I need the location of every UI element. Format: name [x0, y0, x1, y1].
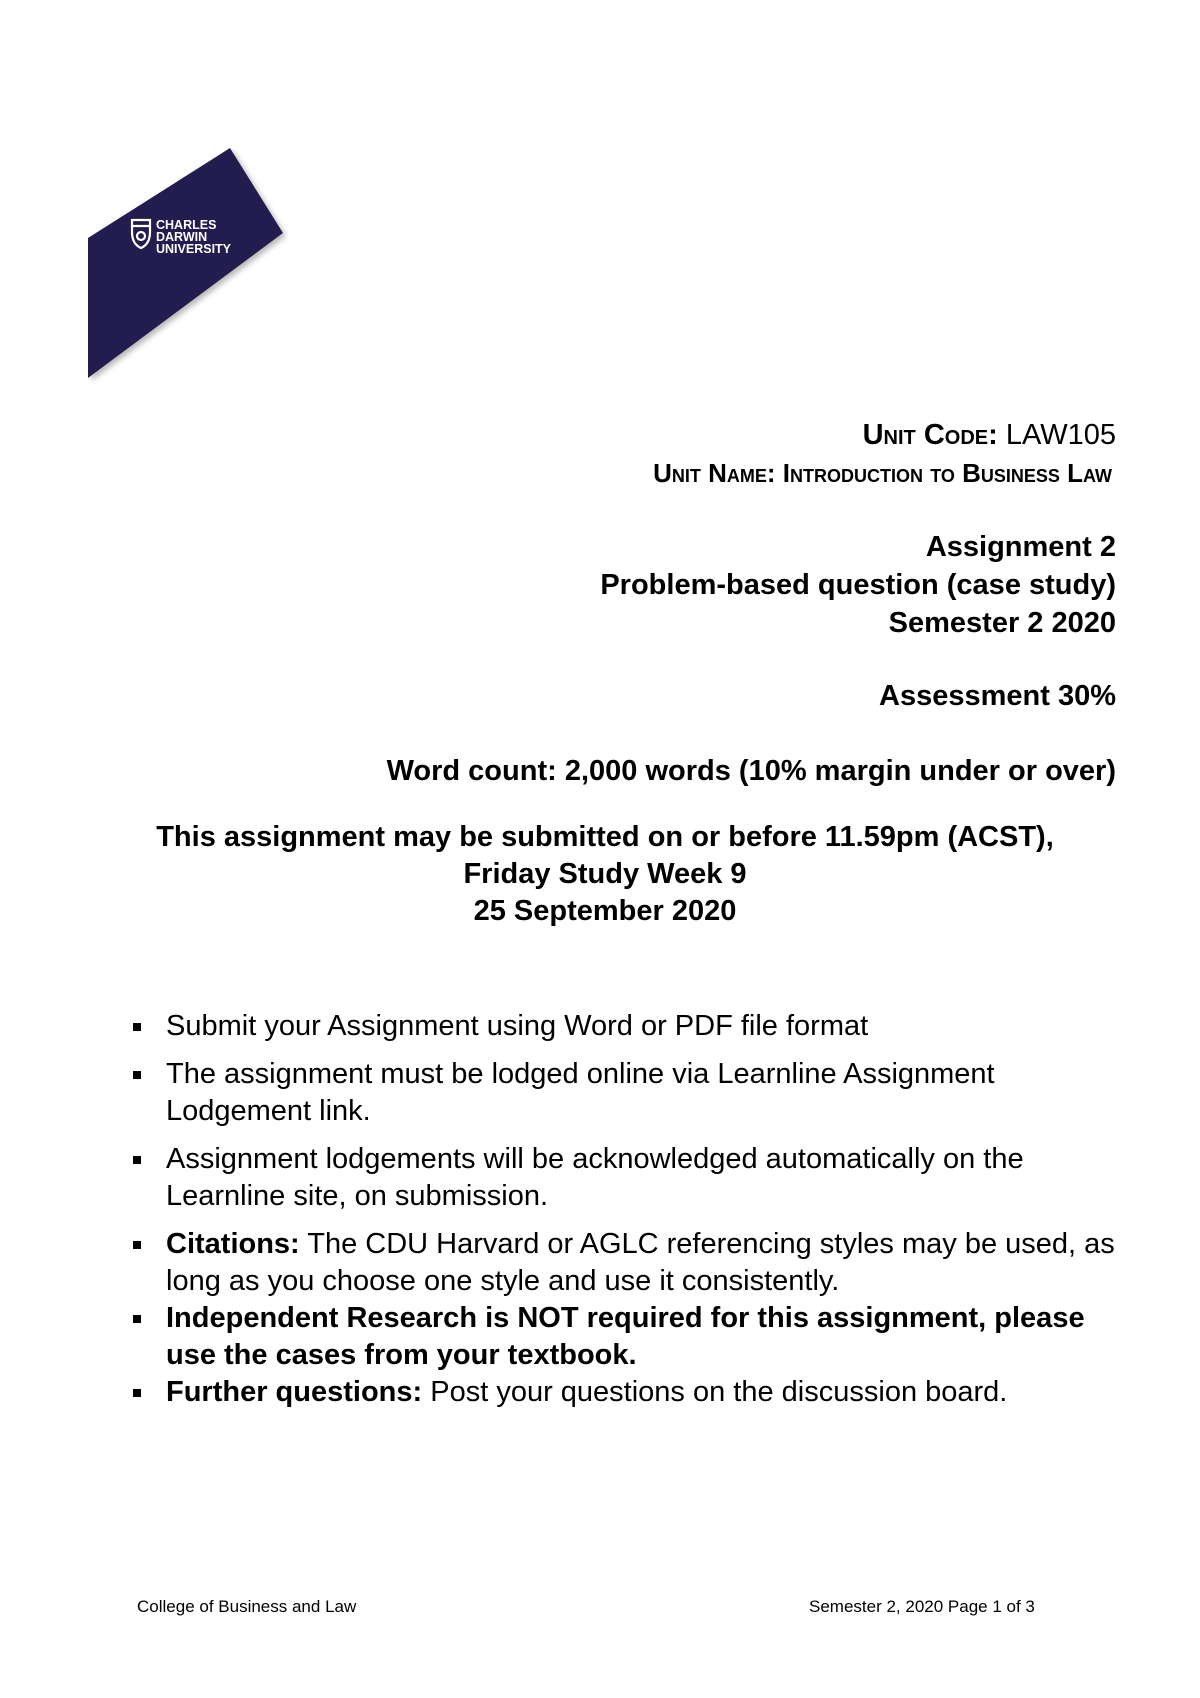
unit-name-line — [216, 454, 1116, 492]
footer-page-info: Semester 2, 2020 Page 1 of 3 — [809, 1597, 1035, 1616]
bullet-square-icon — [133, 1156, 141, 1164]
due-line-3: 25 September 2020 — [473, 895, 737, 927]
bullet-square-icon — [133, 1071, 141, 1079]
list-item — [130, 1141, 1120, 1215]
unit-header — [216, 416, 1116, 492]
unit-code-line — [216, 416, 1116, 454]
list-item-text: Independent Research is NOT required for this assignment, please use the cases from your textbook. — [166, 1302, 1085, 1371]
list-item-lead: Further questions: — [166, 1376, 423, 1408]
bullet-square-icon — [133, 1023, 141, 1031]
bullet-square-icon — [133, 1389, 141, 1397]
assignment-title: Assignment 2 — [925, 531, 1116, 563]
unit-code-label: Unit Code: — [862, 419, 998, 451]
unit-name-label: Unit Name: — [653, 458, 776, 488]
university-logo — [88, 148, 288, 388]
assignment-semester: Semester 2 2020 — [888, 607, 1116, 639]
logo-text-university: UNIVERSITY — [156, 242, 232, 256]
list-item — [130, 1300, 1120, 1374]
bullet-square-icon — [133, 1315, 141, 1323]
assessment-weight: Assessment 30% — [879, 680, 1116, 712]
cdu-crest-icon — [88, 148, 288, 388]
assignment-subtitle: Problem-based question (case study) — [600, 569, 1116, 601]
list-item — [130, 1056, 1120, 1130]
list-item-text: The assignment must be lodged online via Learnline Assignment Lodgement link. — [166, 1058, 995, 1127]
due-date-block — [80, 819, 1130, 930]
due-line-1: This assignment may be submitted on or before 11.59pm (ACST), — [156, 821, 1054, 853]
logo-text-darwin: DARWIN — [156, 230, 208, 244]
list-item-text: Post your questions on the discussion board. — [430, 1376, 1008, 1408]
bullet-square-icon — [133, 1241, 141, 1249]
unit-code-value: LAW105 — [1005, 419, 1116, 451]
list-item-text: The CDU Harvard or AGLC referencing styles may be used, as long as you choose one style and use it consistently. — [166, 1228, 1115, 1297]
list-item — [130, 1226, 1120, 1300]
list-item — [130, 1008, 1120, 1045]
instructions-list — [130, 1008, 1120, 1411]
list-item-lead: Citations: — [166, 1228, 300, 1260]
footer-college: College of Business and Law — [137, 1597, 357, 1616]
unit-name-value: Introduction to Business Law — [782, 458, 1112, 488]
list-item-text: Submit your Assignment using Word or PDF file format — [166, 1010, 869, 1042]
logo-text-charles: CHARLES — [156, 218, 217, 232]
assignment-info — [216, 528, 1116, 642]
list-item-text: Assignment lodgements will be acknowledged automatically on the Learnline site, on submission. — [166, 1143, 1024, 1212]
list-item — [130, 1374, 1120, 1411]
due-line-2: Friday Study Week 9 — [463, 858, 747, 890]
word-count: Word count: 2,000 words (10% margin under or over) — [386, 755, 1116, 787]
